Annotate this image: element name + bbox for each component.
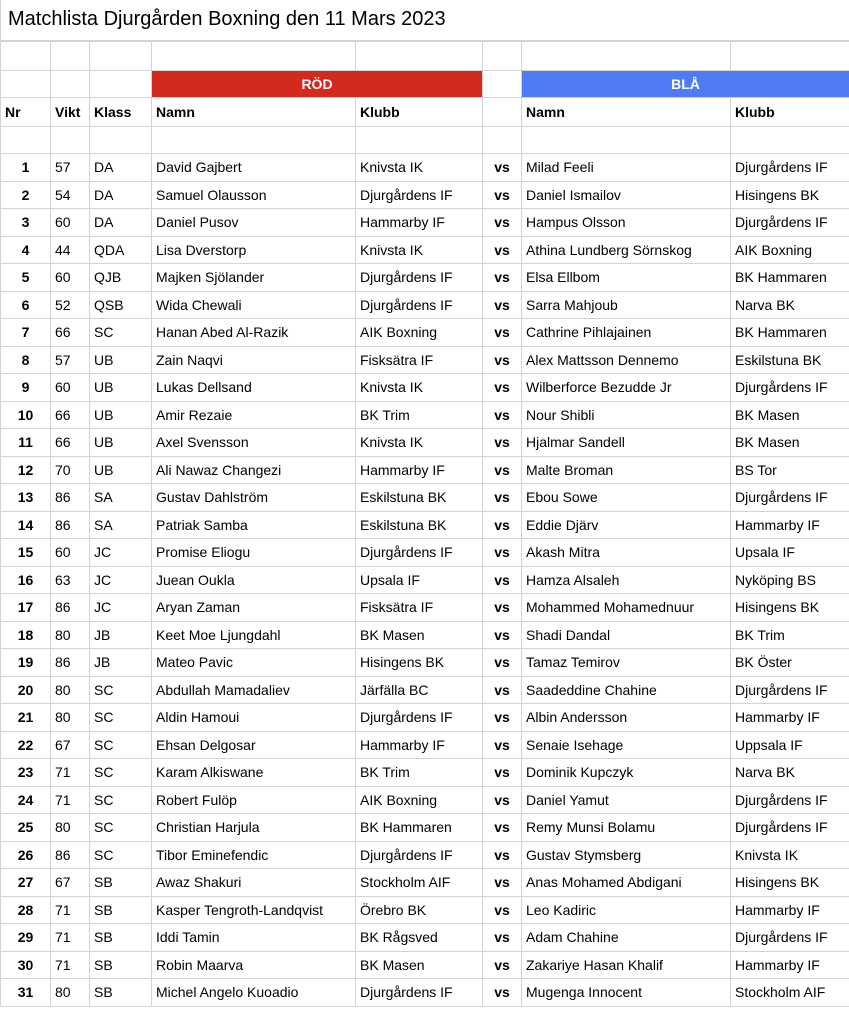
column-header-row <box>1 98 849 127</box>
vs-label: vs <box>483 181 522 209</box>
table-row <box>1 704 849 732</box>
red-boxer-name: Robert Fulöp <box>152 786 356 814</box>
table-row <box>1 209 849 237</box>
vs-label: vs <box>483 621 522 649</box>
match-nr: 9 <box>1 374 51 402</box>
col-header-blue-namn: Namn <box>522 98 731 127</box>
blue-boxer-name: Mugenga Innocent <box>522 979 731 1007</box>
match-klass: UB <box>90 401 152 429</box>
red-boxer-club: AIK Boxning <box>356 319 483 347</box>
vs-label: vs <box>483 209 522 237</box>
blue-boxer-club: Djurgårdens IF <box>731 786 849 814</box>
match-table <box>0 41 849 1007</box>
blue-boxer-club: Upsala IF <box>731 539 849 567</box>
vs-label: vs <box>483 704 522 732</box>
match-vikt: 54 <box>51 181 90 209</box>
blue-boxer-club: Knivsta IK <box>731 841 849 869</box>
blue-boxer-club: Djurgårdens IF <box>731 154 849 182</box>
red-boxer-name: Wida Chewali <box>152 291 356 319</box>
red-boxer-name: Majken Sjölander <box>152 264 356 292</box>
table-row <box>1 594 849 622</box>
red-boxer-club: Hammarby IF <box>356 731 483 759</box>
match-nr: 5 <box>1 264 51 292</box>
blue-boxer-name: Daniel Yamut <box>522 786 731 814</box>
match-nr: 8 <box>1 346 51 374</box>
vs-label: vs <box>483 869 522 897</box>
red-boxer-name: Karam Alkiswane <box>152 759 356 787</box>
match-klass: SB <box>90 924 152 952</box>
blue-boxer-club: BK Hammaren <box>731 319 849 347</box>
blue-boxer-club: AIK Boxning <box>731 236 849 264</box>
blue-boxer-club: Eskilstuna BK <box>731 346 849 374</box>
match-vikt: 70 <box>51 456 90 484</box>
red-boxer-name: Ali Nawaz Changezi <box>152 456 356 484</box>
red-boxer-club: Hammarby IF <box>356 209 483 237</box>
blue-boxer-club: Uppsala IF <box>731 731 849 759</box>
red-boxer-club: Knivsta IK <box>356 236 483 264</box>
match-klass: DA <box>90 181 152 209</box>
vs-label: vs <box>483 566 522 594</box>
vs-label: vs <box>483 236 522 264</box>
match-vikt: 71 <box>51 786 90 814</box>
red-boxer-club: Upsala IF <box>356 566 483 594</box>
match-klass: DA <box>90 209 152 237</box>
match-klass: JC <box>90 566 152 594</box>
blue-boxer-club: Hammarby IF <box>731 704 849 732</box>
match-nr: 12 <box>1 456 51 484</box>
vs-label: vs <box>483 841 522 869</box>
red-boxer-name: Kasper Tengroth-Landqvist <box>152 896 356 924</box>
blue-boxer-club: Djurgårdens IF <box>731 209 849 237</box>
table-row <box>1 319 849 347</box>
red-boxer-name: Juean Oukla <box>152 566 356 594</box>
match-vikt: 86 <box>51 511 90 539</box>
match-vikt: 44 <box>51 236 90 264</box>
match-klass: SC <box>90 841 152 869</box>
blue-boxer-name: Daniel Ismailov <box>522 181 731 209</box>
red-boxer-club: BK Masen <box>356 621 483 649</box>
match-vikt: 66 <box>51 319 90 347</box>
vs-label: vs <box>483 346 522 374</box>
match-klass: SC <box>90 786 152 814</box>
blue-boxer-name: Eddie Djärv <box>522 511 731 539</box>
vs-label: vs <box>483 264 522 292</box>
blue-boxer-club: BK Hammaren <box>731 264 849 292</box>
vs-label: vs <box>483 814 522 842</box>
red-boxer-name: Keet Moe Ljungdahl <box>152 621 356 649</box>
red-boxer-name: Awaz Shakuri <box>152 869 356 897</box>
red-boxer-name: Robin Maarva <box>152 951 356 979</box>
red-boxer-club: Hisingens BK <box>356 649 483 677</box>
match-klass: UB <box>90 374 152 402</box>
match-klass: UB <box>90 429 152 457</box>
red-boxer-club: BK Rågsved <box>356 924 483 952</box>
blue-boxer-name: Nour Shibli <box>522 401 731 429</box>
red-boxer-name: Lisa Dverstorp <box>152 236 356 264</box>
match-vikt: 86 <box>51 484 90 512</box>
blue-corner-header: BLÅ <box>522 71 849 98</box>
blue-boxer-club: BK Öster <box>731 649 849 677</box>
col-header-red-klubb: Klubb <box>356 98 483 127</box>
red-boxer-name: Iddi Tamin <box>152 924 356 952</box>
red-boxer-name: Mateo Pavic <box>152 649 356 677</box>
red-boxer-name: Ehsan Delgosar <box>152 731 356 759</box>
red-boxer-club: Djurgårdens IF <box>356 181 483 209</box>
red-boxer-name: Tibor Eminefendic <box>152 841 356 869</box>
match-klass: QDA <box>90 236 152 264</box>
red-boxer-club: Fisksätra IF <box>356 346 483 374</box>
vs-label: vs <box>483 456 522 484</box>
blue-boxer-club: Djurgårdens IF <box>731 374 849 402</box>
match-vikt: 86 <box>51 841 90 869</box>
red-corner-header: RÖD <box>152 71 483 98</box>
red-boxer-club: Örebro BK <box>356 896 483 924</box>
blue-boxer-name: Mohammed Mohamednuur <box>522 594 731 622</box>
blue-boxer-name: Senaie Isehage <box>522 731 731 759</box>
vs-label: vs <box>483 649 522 677</box>
table-row <box>1 236 849 264</box>
red-boxer-name: Christian Harjula <box>152 814 356 842</box>
match-nr: 4 <box>1 236 51 264</box>
match-nr: 18 <box>1 621 51 649</box>
red-boxer-name: Aldin Hamoui <box>152 704 356 732</box>
match-klass: JB <box>90 621 152 649</box>
blue-boxer-name: Wilberforce Bezudde Jr <box>522 374 731 402</box>
blank-row <box>1 42 849 71</box>
red-boxer-club: Djurgårdens IF <box>356 979 483 1007</box>
match-vikt: 57 <box>51 154 90 182</box>
blue-boxer-club: Hammarby IF <box>731 896 849 924</box>
match-nr: 7 <box>1 319 51 347</box>
blue-boxer-name: Shadi Dandal <box>522 621 731 649</box>
blue-boxer-name: Tamaz Temirov <box>522 649 731 677</box>
red-boxer-club: BK Trim <box>356 401 483 429</box>
match-vikt: 71 <box>51 896 90 924</box>
blue-boxer-club: BK Masen <box>731 401 849 429</box>
match-vikt: 71 <box>51 759 90 787</box>
match-nr: 2 <box>1 181 51 209</box>
match-klass: SB <box>90 951 152 979</box>
vs-label: vs <box>483 951 522 979</box>
match-nr: 11 <box>1 429 51 457</box>
table-row <box>1 484 849 512</box>
blue-boxer-name: Albin Andersson <box>522 704 731 732</box>
red-boxer-club: Eskilstuna BK <box>356 511 483 539</box>
blue-boxer-name: Ebou Sowe <box>522 484 731 512</box>
match-vikt: 67 <box>51 869 90 897</box>
match-klass: SB <box>90 896 152 924</box>
blue-boxer-club: Narva BK <box>731 759 849 787</box>
match-vikt: 86 <box>51 649 90 677</box>
match-vikt: 71 <box>51 924 90 952</box>
table-row <box>1 814 849 842</box>
match-vikt: 67 <box>51 731 90 759</box>
match-nr: 30 <box>1 951 51 979</box>
col-header-blue-klubb: Klubb <box>731 98 849 127</box>
table-row <box>1 511 849 539</box>
match-nr: 20 <box>1 676 51 704</box>
blue-boxer-name: Cathrine Pihlajainen <box>522 319 731 347</box>
blue-boxer-club: BK Masen <box>731 429 849 457</box>
match-vikt: 80 <box>51 704 90 732</box>
match-vikt: 71 <box>51 951 90 979</box>
match-nr: 3 <box>1 209 51 237</box>
vs-label: vs <box>483 401 522 429</box>
blue-boxer-club: Narva BK <box>731 291 849 319</box>
blue-boxer-name: Hjalmar Sandell <box>522 429 731 457</box>
vs-label: vs <box>483 429 522 457</box>
match-vikt: 66 <box>51 401 90 429</box>
vs-label: vs <box>483 759 522 787</box>
red-boxer-name: Gustav Dahlström <box>152 484 356 512</box>
table-row <box>1 841 849 869</box>
blue-boxer-name: Hampus Olsson <box>522 209 731 237</box>
match-nr: 15 <box>1 539 51 567</box>
match-nr: 21 <box>1 704 51 732</box>
page-title: Matchlista Djurgården Boxning den 11 Mars 2023 <box>0 0 849 41</box>
vs-label: vs <box>483 374 522 402</box>
table-row <box>1 924 849 952</box>
red-boxer-club: Stockholm AIF <box>356 869 483 897</box>
red-boxer-name: Zain Naqvi <box>152 346 356 374</box>
match-vikt: 80 <box>51 979 90 1007</box>
match-vikt: 60 <box>51 209 90 237</box>
blue-boxer-name: Elsa Ellbom <box>522 264 731 292</box>
col-header-red-namn: Namn <box>152 98 356 127</box>
red-boxer-club: Djurgårdens IF <box>356 291 483 319</box>
table-row <box>1 896 849 924</box>
match-klass: QJB <box>90 264 152 292</box>
match-klass: JB <box>90 649 152 677</box>
red-boxer-club: AIK Boxning <box>356 786 483 814</box>
red-boxer-name: Hanan Abed Al-Razik <box>152 319 356 347</box>
blue-boxer-name: Sarra Mahjoub <box>522 291 731 319</box>
match-nr: 6 <box>1 291 51 319</box>
vs-label: vs <box>483 511 522 539</box>
vs-label: vs <box>483 786 522 814</box>
match-klass: SC <box>90 814 152 842</box>
blue-boxer-name: Hamza Alsaleh <box>522 566 731 594</box>
table-row <box>1 786 849 814</box>
vs-label: vs <box>483 924 522 952</box>
table-row <box>1 676 849 704</box>
match-nr: 27 <box>1 869 51 897</box>
blue-boxer-name: Athina Lundberg Sörnskog <box>522 236 731 264</box>
vs-label: vs <box>483 979 522 1007</box>
table-row <box>1 154 849 182</box>
blue-boxer-club: Hisingens BK <box>731 869 849 897</box>
vs-label: vs <box>483 154 522 182</box>
match-nr: 26 <box>1 841 51 869</box>
match-klass: SC <box>90 319 152 347</box>
red-boxer-name: Lukas Dellsand <box>152 374 356 402</box>
blue-boxer-name: Akash Mitra <box>522 539 731 567</box>
table-row <box>1 429 849 457</box>
blue-boxer-club: BK Trim <box>731 621 849 649</box>
red-boxer-club: Eskilstuna BK <box>356 484 483 512</box>
blue-boxer-club: Stockholm AIF <box>731 979 849 1007</box>
table-row <box>1 731 849 759</box>
blue-boxer-name: Alex Mattsson Dennemo <box>522 346 731 374</box>
blue-boxer-name: Saadeddine Chahine <box>522 676 731 704</box>
match-klass: SB <box>90 869 152 897</box>
table-row <box>1 649 849 677</box>
match-klass: SA <box>90 511 152 539</box>
match-vikt: 60 <box>51 374 90 402</box>
blue-boxer-name: Gustav Stymsberg <box>522 841 731 869</box>
match-nr: 29 <box>1 924 51 952</box>
red-boxer-club: BK Hammaren <box>356 814 483 842</box>
red-boxer-club: BK Masen <box>356 951 483 979</box>
red-boxer-club: Knivsta IK <box>356 154 483 182</box>
match-klass: SC <box>90 704 152 732</box>
red-boxer-name: David Gajbert <box>152 154 356 182</box>
vs-label: vs <box>483 484 522 512</box>
table-row <box>1 456 849 484</box>
match-nr: 31 <box>1 979 51 1007</box>
red-boxer-club: Djurgårdens IF <box>356 539 483 567</box>
table-row <box>1 264 849 292</box>
match-nr: 13 <box>1 484 51 512</box>
corner-band-row <box>1 71 849 98</box>
match-klass: SC <box>90 759 152 787</box>
match-nr: 1 <box>1 154 51 182</box>
blank-row <box>1 127 849 154</box>
red-boxer-club: Fisksätra IF <box>356 594 483 622</box>
blue-boxer-name: Dominik Kupczyk <box>522 759 731 787</box>
table-row <box>1 181 849 209</box>
red-boxer-name: Axel Svensson <box>152 429 356 457</box>
red-boxer-name: Daniel Pusov <box>152 209 356 237</box>
red-boxer-club: Knivsta IK <box>356 374 483 402</box>
blue-boxer-club: Djurgårdens IF <box>731 924 849 952</box>
blue-boxer-club: Hisingens BK <box>731 181 849 209</box>
match-vikt: 57 <box>51 346 90 374</box>
match-klass: DA <box>90 154 152 182</box>
match-vikt: 66 <box>51 429 90 457</box>
match-vikt: 52 <box>51 291 90 319</box>
col-header-klass: Klass <box>90 98 152 127</box>
col-header-vikt: Vikt <box>51 98 90 127</box>
table-row <box>1 869 849 897</box>
match-klass: JC <box>90 594 152 622</box>
blue-boxer-name: Anas Mohamed Abdigani <box>522 869 731 897</box>
table-row <box>1 759 849 787</box>
red-boxer-club: Knivsta IK <box>356 429 483 457</box>
vs-label: vs <box>483 731 522 759</box>
blue-boxer-club: Djurgårdens IF <box>731 676 849 704</box>
vs-label: vs <box>483 676 522 704</box>
blue-boxer-name: Malte Broman <box>522 456 731 484</box>
blue-boxer-club: Nyköping BS <box>731 566 849 594</box>
vs-label: vs <box>483 539 522 567</box>
match-nr: 16 <box>1 566 51 594</box>
red-boxer-club: Hammarby IF <box>356 456 483 484</box>
red-boxer-name: Promise Eliogu <box>152 539 356 567</box>
red-boxer-name: Patriak Samba <box>152 511 356 539</box>
col-header-nr: Nr <box>1 98 51 127</box>
red-boxer-club: Djurgårdens IF <box>356 841 483 869</box>
match-nr: 17 <box>1 594 51 622</box>
red-boxer-name: Abdullah Mamadaliev <box>152 676 356 704</box>
blue-boxer-name: Zakariye Hasan Khalif <box>522 951 731 979</box>
red-boxer-club: Järfälla BC <box>356 676 483 704</box>
blue-boxer-name: Milad Feeli <box>522 154 731 182</box>
match-klass: SC <box>90 676 152 704</box>
vs-label: vs <box>483 319 522 347</box>
match-klass: UB <box>90 456 152 484</box>
match-klass: SA <box>90 484 152 512</box>
match-vikt: 80 <box>51 814 90 842</box>
match-klass: JC <box>90 539 152 567</box>
match-klass: SB <box>90 979 152 1007</box>
red-boxer-name: Amir Rezaie <box>152 401 356 429</box>
match-nr: 22 <box>1 731 51 759</box>
table-row <box>1 401 849 429</box>
blue-boxer-name: Remy Munsi Bolamu <box>522 814 731 842</box>
match-nr: 28 <box>1 896 51 924</box>
blue-boxer-club: BS Tor <box>731 456 849 484</box>
match-vikt: 60 <box>51 539 90 567</box>
match-vikt: 80 <box>51 621 90 649</box>
match-klass: UB <box>90 346 152 374</box>
red-boxer-club: Djurgårdens IF <box>356 264 483 292</box>
match-klass: QSB <box>90 291 152 319</box>
match-vikt: 80 <box>51 676 90 704</box>
table-row <box>1 566 849 594</box>
match-nr: 19 <box>1 649 51 677</box>
match-nr: 24 <box>1 786 51 814</box>
match-vikt: 60 <box>51 264 90 292</box>
red-boxer-club: BK Trim <box>356 759 483 787</box>
red-boxer-name: Aryan Zaman <box>152 594 356 622</box>
table-row <box>1 539 849 567</box>
blue-boxer-name: Adam Chahine <box>522 924 731 952</box>
table-row <box>1 979 849 1007</box>
blue-boxer-club: Hisingens BK <box>731 594 849 622</box>
blue-boxer-club: Hammarby IF <box>731 511 849 539</box>
match-klass: SC <box>90 731 152 759</box>
table-row <box>1 374 849 402</box>
match-nr: 23 <box>1 759 51 787</box>
match-vikt: 63 <box>51 566 90 594</box>
match-nr: 14 <box>1 511 51 539</box>
table-row <box>1 951 849 979</box>
blue-boxer-club: Djurgårdens IF <box>731 484 849 512</box>
blue-boxer-club: Djurgårdens IF <box>731 814 849 842</box>
vs-label: vs <box>483 291 522 319</box>
match-nr: 25 <box>1 814 51 842</box>
red-boxer-club: Djurgårdens IF <box>356 704 483 732</box>
table-row <box>1 621 849 649</box>
vs-label: vs <box>483 594 522 622</box>
table-row <box>1 291 849 319</box>
red-boxer-name: Michel Angelo Kuoadio <box>152 979 356 1007</box>
match-vikt: 86 <box>51 594 90 622</box>
match-nr: 10 <box>1 401 51 429</box>
table-row <box>1 346 849 374</box>
blue-boxer-club: Hammarby IF <box>731 951 849 979</box>
vs-label: vs <box>483 896 522 924</box>
blue-boxer-name: Leo Kadiric <box>522 896 731 924</box>
red-boxer-name: Samuel Olausson <box>152 181 356 209</box>
